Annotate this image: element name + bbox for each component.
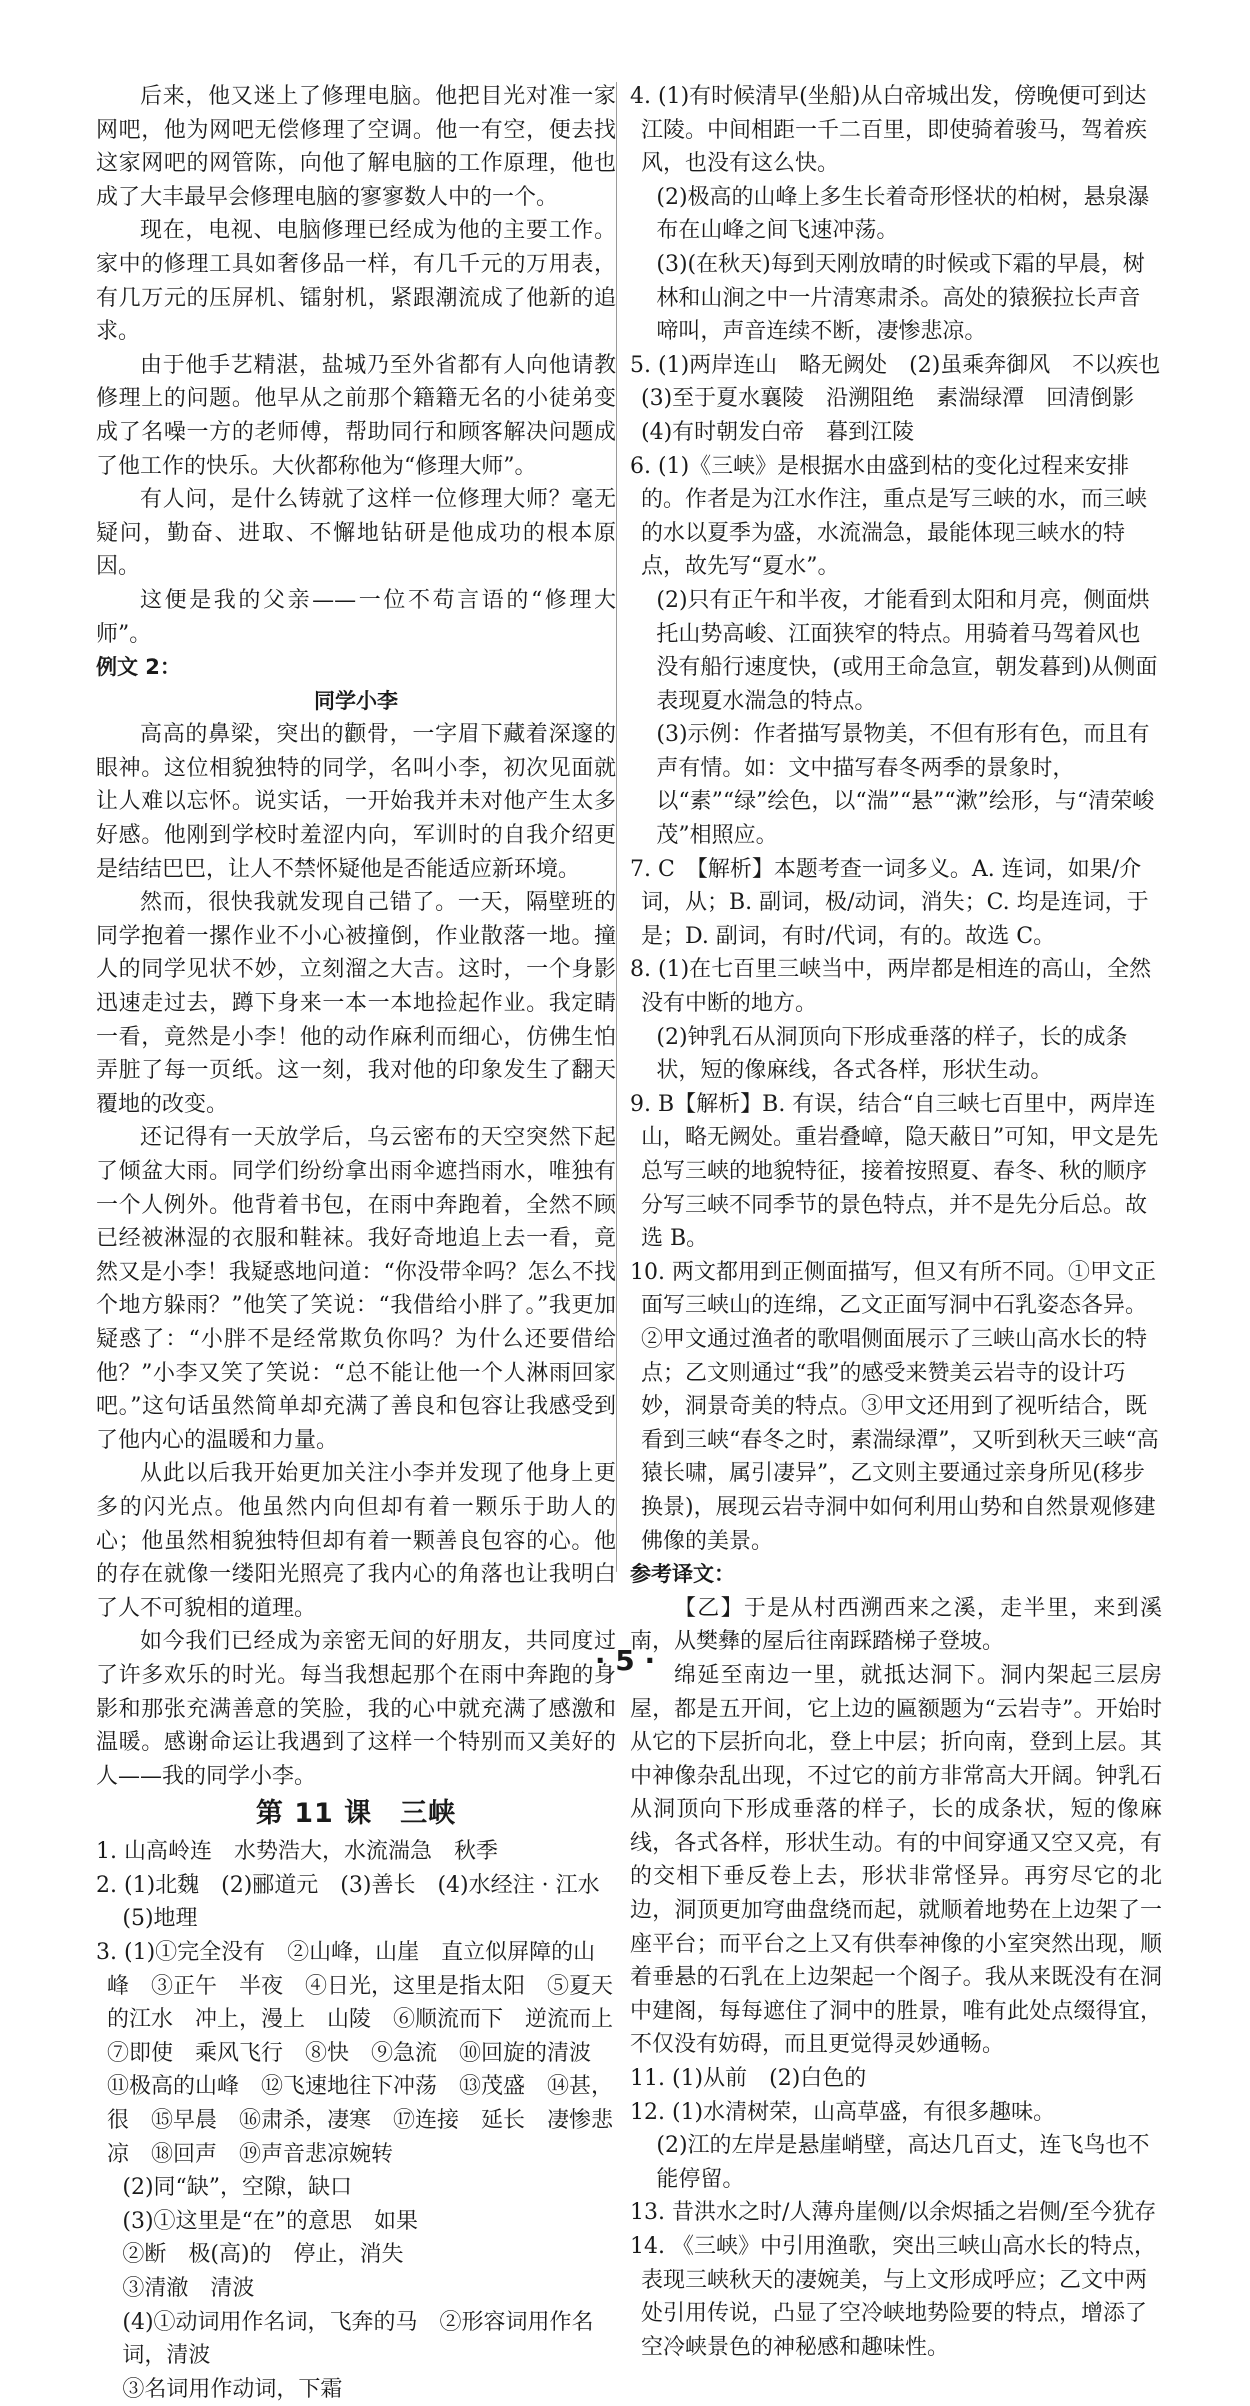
answer-subitem: (3)①这里是“在”的意思 如果 [122, 2208, 419, 2234]
answer-subitem: (2)极高的山峰上多生长着奇形怪状的柏树，悬泉瀑布在山峰之间飞速冲荡。 [656, 184, 1150, 244]
example-label: 例文 2： [96, 655, 181, 680]
answer-subitem: (4)①动词用作名词，飞奔的马 ②形容词用作名词，清波 [122, 2309, 594, 2369]
answer-item: 1. 山高岭连 水势浩大，水流湍急 秋季 [96, 1839, 498, 1865]
paragraph: 绵延至南边一里，就抵达洞下。洞内架起三层房屋，都是五开间，它上边的匾额题为“云岩寺”。开始时从它的下层折向北，登上中层；折向南，登到上层。其中神像杂乱出现，不过它的前方非常高大开阔。钟乳石从洞顶向下形成垂落的样子，长的成条状，短的像麻线，各式各样，形状生动。有的中间穿通又空又亮，有的交相下垂反卷上去，形状非常怪异。再穷尽它的北边，洞顶更加穹曲盘绕而起，就顺着地势在上边架了一座平台；而平台之上又有供奉神像的小室突然出现，顺着垂悬的石乳在上边架起一个阁子。我从来既没有在洞中建阁，每每遮住了洞中的胜景，唯有此处点缀得宜，不仅没有妨碍，而且更觉得灵妙通畅。 [630, 1662, 1162, 2058]
answer-subitem: ③清澈 清波 [122, 2276, 255, 2301]
paragraph: 如今我们已经成为亲密无间的好朋友，共同度过了许多欢乐的时光。每当我想起那个在雨中奔跑的身影和那张充满善意的笑脸，我的心中就充满了感激和温暖。感谢命运让我遇到了这样一个特别而又美好的人——我的同学小李。 [96, 1629, 616, 1789]
paragraph: 还记得有一天放学后，乌云密布的天空突然下起了倾盆大雨。同学们纷纷拿出雨伞遮挡雨水，唯独有一个人例外。他背着书包，在雨中奔跑着，全然不顾已经被淋湿的衣服和鞋袜。我好奇地追上去一看，竟然又是小李！我疑惑地问道：“你没带伞吗？怎么不找个地方躲雨？”他笑了笑说：“我借给小胖了。”我更加疑惑了：“小胖不是经常欺负你吗？为什么还要借给他？”小李又笑了笑说：“总不能让他一个人淋雨回家吧。”这句话虽然简单却充满了善良和包容让我感受到了他内心的温暖和力量。 [96, 1125, 616, 1453]
answer-subitem: ③名词用作动词，下霜 [122, 2376, 343, 2402]
answer-subitem: (3)(在秋天)每到天刚放晴的时候或下霜的早晨，树林和山涧之中一片清寒肃杀。高处的猿猴拉长声音啼叫，声音连续不断，凄惨悲凉。 [656, 251, 1145, 345]
reference-translation-label: 参考译文： [630, 1562, 735, 1587]
answer-item: 9. B【解析】B. 有误，结合“自三峡七百里中，两岸连山，略无阙处。重岩叠嶂，隐天蔽日”可知，甲文是先总写三峡的地貌特征，接着按照夏、春冬、秋的顺序分写三峡不同季节的景色特点，并不是先分后总。故选 B。 [630, 1091, 1159, 1252]
answer-subitem: (2)只有正午和半夜，才能看到太阳和月亮，侧面烘托山势高峻、江面狭窄的特点。用骑着马驾着风也没有船行速度快，(或用王命急宣，朝发暮到)从侧面表现夏水湍急的特点。 [656, 587, 1158, 714]
answer-subitem: (5)地理 [122, 1906, 198, 1932]
left-column [96, 80, 636, 2406]
answer-item: 8. (1)在七百里三峡当中，两岸都是相连的高山，全然没有中断的地方。 [630, 957, 1152, 1017]
right-column [630, 80, 1183, 2364]
paragraph: 后来，他又迷上了修理电脑。他把目光对准一家网吧，他为网吧无偿修理了空调。他一有空，便去找这家网吧的网管陈，向他了解电脑的工作原理，他也成了大丰最早会修理电脑的寥寥数人中的一个。 [96, 84, 616, 210]
paragraph: 这便是我的父亲——一位不苟言语的“修理大师”。 [96, 587, 616, 647]
paragraph: 然而，很快我就发现自己错了。一天，隔壁班的同学抱着一摞作业不小心被撞倒，作业散落一地。撞人的同学见状不妙，立刻溜之大吉。这时，一个身影迅速走过去，蹲下身来一本一本地捡起作业。我定睛一看，竟然是小李！他的动作麻利而细心，仿佛生怕弄脏了每一页纸。这一刻，我对他的印象发生了翻天覆地的改变。 [96, 890, 616, 1117]
answer-item: 12. (1)水清树荣，山高草盛，有很多趣味。 [630, 2099, 1056, 2125]
answer-item: 2. (1)北魏 (2)郦道元 (3)善长 (4)水经注 · 江水 [96, 1872, 600, 1898]
answer-item: 14. 《三峡》中引用渔歌，突出三峡山高水长的特点，表现三峡秋天的凄婉美，与上文形成呼应；乙文中两处引用传说，凸显了空冷峡地势险要的特点，增添了空冷峡景色的神秘感和趣味性。 [630, 2234, 1156, 2360]
essay-title: 同学小李 [314, 688, 398, 713]
answer-item: 7. C 【解析】本题考查一词多义。A. 连词，如果/介词，从；B. 副词，极/动词，消失；C. 均是连词，于是；D. 副词，有时/代词，有的。故选 C。 [630, 856, 1149, 949]
answer-item: 6. (1)《三峡》是根据水由盛到枯的变化过程来安排的。作者是为江水作注，重点是写三峡的水，而三峡的水以夏季为盛，水流湍急，最能体现三峡水的特点，故先写“夏水”。 [630, 453, 1148, 580]
column-divider [616, 82, 617, 1572]
paragraph: 高高的鼻梁，突出的颧骨，一字眉下藏着深邃的眼神。这位相貌独特的同学，名叫小李，初次见面就让人难以忘怀。说实话，一开始我并未对他产生太多好感。他刚到学校时羞涩内向，军训时的自我介绍更是结结巴巴，让人不禁怀疑他是否能适应新环境。 [96, 722, 616, 882]
paragraph: 由于他手艺精湛，盐城乃至外省都有人向他请教修理上的问题。他早从之前那个籍籍无名的小徒弟变成了名噪一方的老师傅，帮助同行和顾客解决问题成了他工作的快乐。大伙都称他为“修理大师”。 [96, 352, 616, 479]
answer-item: 13. 昔洪水之时/人薄舟崖侧/以余烬插之岩侧/至今犹存 [630, 2200, 1157, 2226]
answer-item: 4. (1)有时候清早(坐船)从白帝城出发，傍晚便可到达江陵。中间相距一千二百里，即使骑着骏马，驾着疾风，也没有这么快。 [630, 84, 1148, 177]
lesson-title: 第 11 课 三峡 [255, 1798, 457, 1830]
answer-subitem: (2)同“缺”，空隙，缺口 [122, 2175, 353, 2201]
answer-item: 5. (1)两岸连山 略无阙处 (2)虽乘奔御风 不以疾也 (3)至于夏水襄陵 沿溯阻绝 素湍绿潭 回清倒影 (4)有时朝发白帝 暮到江陵 [630, 352, 1183, 445]
answer-item: 3. (1)①完全没有 ②山峰，山崖 直立似屏障的山峰 ③正午 半夜 ④日光，这里是指太阳 ⑤夏天的江水 冲上，漫上 山陵 ⑥顺流而下 逆流而上 ⑦即使 乘风飞行 ⑧快 ⑨急流 ⑩回旋的清波 ⑪极高的山峰 ⑫飞速地往下冲荡 ⑬茂盛 ⑭甚，很 ⑮早晨 ⑯肃杀，凄寒 ⑰连接 延长 凄惨悲凉 ⑱回声 ⑲声音悲凉婉转 [96, 1940, 636, 2167]
answer-subitem: (2)江的左岸是悬崖峭壁，高达几百丈，连飞鸟也不能停留。 [656, 2133, 1150, 2192]
paragraph: 有人问，是什么铸就了这样一位修理大师？毫无疑问，勤奋、进取、不懈地钻研是他成功的根本原因。 [96, 487, 616, 580]
answer-item: 11. (1)从前 (2)白色的 [630, 2066, 867, 2092]
answer-subitem: (3)示例：作者描写景物美，不但有形有色，而且有声有情。如：文中描写春冬两季的景象时，以“素”“绿”绘色，以“湍”“悬”“漱”绘形，与“清荣峻茂”相照应。 [656, 722, 1155, 849]
paragraph: 从此以后我开始更加关注小李并发现了他身上更多的闪光点。他虽然内向但却有着一颗乐于助人的心；他虽然相貌独特但却有着一颗善良包容的心。他的存在就像一缕阳光照亮了我内心的角落也让我明白了人不可貌相的道理。 [96, 1461, 616, 1621]
answer-subitem: ②断 极(高)的 停止，消失 [122, 2242, 404, 2268]
paragraph: 现在，电视、电脑修理已经成为他的主要工作。家中的修理工具如奢侈品一样，有几千元的万用表，有几万元的压屏机、镭射机，紧跟潮流成了他新的追求。 [96, 218, 616, 345]
paragraph: 【乙】于是从村西溯西来之溪，走半里，来到溪南，从樊彝的屋后往南踩踏梯子登坡。 [630, 1595, 1162, 1655]
answer-item: 10. 两文都用到正侧面描写，但又有所不同。①甲文正面写三峡山的连绵，乙文正面写洞中石乳姿态各异。②甲文通过渔者的歌唱侧面展示了三峡山高水长的特点；乙文则通过“我”的感受来赞美云岩寺的设计巧妙，洞景奇美的特点。③甲文还用到了视听结合，既看到三峡“春冬之时，素湍绿潭”，又听到秋天三峡“高猿长啸，属引凄异”，乙文则主要通过亲身所见(移步换景)，展现云岩寺洞中如何利用山势和自然景观修建佛像的美景。 [630, 1259, 1159, 1554]
page-number: · 5 · [594, 1644, 656, 1677]
answer-subitem: (2)钟乳石从洞顶向下形成垂落的样子，长的成条状，短的像麻线，各式各样，形状生动。 [656, 1024, 1128, 1084]
